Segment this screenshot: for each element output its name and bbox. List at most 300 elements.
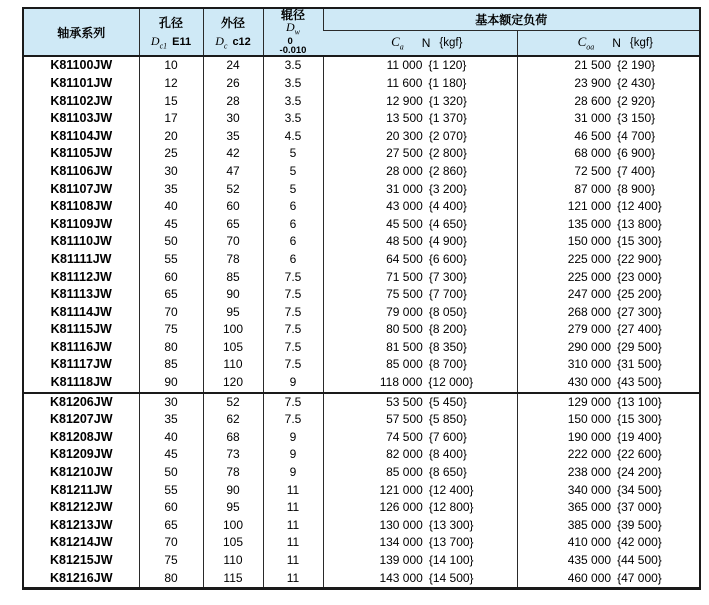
bearing-series-cell: K81103JW [50,111,113,126]
coa-load-cell [517,110,700,128]
ca-newton-value: 82 000 [386,447,423,462]
roller-diameter-cell: 7.5 [263,356,323,374]
bore-diameter-cell: 55 [139,482,203,500]
coa-load-cell [517,93,700,111]
bearing-series-cell: K81206JW [23,393,139,412]
bore-diameter-cell: 10 [139,56,203,75]
ca-kgf-value: {2 800} [428,146,467,161]
coa-kgf-value: {15 300} [617,234,662,249]
bore-symbol: $D_{c1}$ E11 [150,34,192,51]
bearing-series-cell: K81116JW [50,339,112,354]
ca-kgf-value: {8 350} [428,339,467,354]
outer-diameter-cell: 73 [203,446,263,464]
outer-diameter-cell: 100 [203,517,263,535]
bearing-series-cell: K81101JW [50,75,113,90]
coa-load-cell [517,321,700,339]
bore-diameter-cell: 50 [139,464,203,482]
ca-load-cell [323,286,517,304]
bearing-series-cell: K81216JW [49,570,113,585]
table-row [23,570,700,589]
coa-load-cell [517,75,700,93]
coa-load-cell [517,216,700,234]
bearing-series-cell: K81212JW [49,500,113,515]
coa-load-cell [517,429,700,447]
coa-unit-n: N [612,36,621,51]
outer-diameter-cell: 42 [203,145,263,163]
ca-kgf-value: {3 200} [428,181,467,196]
ca-load-cell [323,411,517,429]
ca-newton-value: 81 500 [386,339,423,354]
coa-kgf-value: {42 000} [617,535,662,550]
roller-diameter-cell: 7.5 [263,286,323,304]
roller-diameter-cell: 6 [263,233,323,251]
outer-diameter-cell: 90 [203,286,263,304]
ca-kgf-value: {8 650} [428,465,467,480]
table-row [23,411,700,429]
table-row [23,56,700,75]
outer-diameter-cell: 115 [203,570,263,589]
bearing-series-cell: K81110JW [50,234,112,249]
coa-newton-value: 385 000 [567,517,612,532]
bore-diameter-cell: 55 [139,251,203,269]
ca-load-cell [323,517,517,535]
coa-load-cell [517,464,700,482]
coa-kgf-value: {2 430} [617,75,656,90]
coa-symbol: $C_{oa}$ [577,34,595,52]
bore-diameter-cell: 80 [139,570,203,589]
table-row [23,304,700,322]
roller-diameter-cell: 9 [263,446,323,464]
roller-diameter-cell: 11 [263,517,323,535]
coa-kgf-value: {13 100} [617,394,662,409]
coa-newton-value: 129 000 [567,394,612,409]
coa-newton-value: 121 000 [567,199,612,214]
ca-kgf-value: {12 400} [428,482,474,497]
coa-newton-value: 72 500 [574,163,612,178]
table-row [23,534,700,552]
coa-newton-value: 460 000 [567,570,612,585]
coa-unit-kgf: {kgf} [629,37,653,50]
outer-diameter-cell: 24 [203,56,263,75]
ca-load-cell [323,570,517,589]
bearing-series-cell: K81108JW [50,199,113,214]
outer-diameter-cell: 62 [203,411,263,429]
ca-newton-value: 79 000 [386,304,423,319]
bore-diameter-cell: 75 [139,552,203,570]
coa-newton-value: 435 000 [567,553,612,568]
bore-diameter-cell: 40 [139,429,203,447]
ca-kgf-value: {7 300} [428,269,467,284]
table-row [23,552,700,570]
bearing-series-cell: K81213JW [49,517,113,532]
coa-kgf-value: {12 400} [617,199,662,214]
ca-newton-value: 11 000 [386,58,423,73]
ca-load-cell [323,499,517,517]
bore-diameter-cell: 70 [139,534,203,552]
coa-load-cell [517,446,700,464]
coa-load-cell [517,145,700,163]
coa-kgf-value: {23 000} [617,269,662,284]
ca-kgf-value: {8 200} [428,322,467,337]
bearing-series-label: 轴承系列 [57,25,106,40]
bore-diameter-cell: 30 [139,393,203,412]
bearing-series-cell: K81109JW [50,216,113,231]
table-row [23,251,700,269]
ca-load-cell [323,75,517,93]
outer-symbol: $D_c$ c12 [215,34,251,51]
tolerance-lower: -0.010 [279,45,307,57]
bearing-series-cell: K81211JW [50,482,113,497]
table-row [23,145,700,163]
table-row [23,356,700,374]
roller-diameter-cell: 5 [263,145,323,163]
coa-kgf-value: {39 500} [617,517,662,532]
coa-kgf-value: {8 900} [617,181,656,196]
bore-diameter-cell: 30 [139,163,203,181]
roller-diameter-cell: 3.5 [263,93,323,111]
ca-load-cell [323,339,517,357]
coa-load-cell [517,482,700,500]
outer-diameter-cell: 120 [203,374,263,393]
outer-diameter-cell: 105 [203,534,263,552]
ca-symbol: $C_a$ [391,34,404,52]
coa-load-cell [517,181,700,199]
ca-newton-value: 121 000 [379,482,423,497]
bore-diameter-cell: 70 [139,304,203,322]
coa-kgf-value: {3 150} [617,111,656,126]
roller-diameter-cell: 11 [263,552,323,570]
roller-diameter-cell: 9 [263,429,323,447]
ca-kgf-value: {4 650} [428,216,467,231]
header-bore-diameter [139,8,203,56]
bearing-series-cell: K81115JW [50,322,112,337]
bearing-series-cell: K81210JW [49,465,113,480]
ca-unit-kgf: {kgf} [439,37,463,50]
bearing-series-cell: K81214JW [49,535,113,550]
coa-newton-value: 430 000 [567,375,612,390]
ca-newton-value: 85 000 [386,465,423,480]
coa-load-cell [517,517,700,535]
coa-load-cell [517,552,700,570]
ca-kgf-value: {12 800} [428,500,474,515]
table-row [23,499,700,517]
coa-newton-value: 87 000 [574,181,612,196]
roller-tolerance [280,37,307,55]
ca-kgf-value: {1 320} [428,93,467,108]
coa-kgf-value: {6 900} [617,146,656,161]
outer-diameter-cell: 95 [203,499,263,517]
bearing-series-cell: K81102JW [50,93,113,108]
coa-load-cell [517,128,700,146]
coa-load-cell [517,393,700,412]
table-row [23,269,700,287]
coa-load-cell [517,56,700,75]
table-row [23,93,700,111]
ca-newton-value: 134 000 [379,535,423,550]
roller-diameter-cell: 4.5 [263,128,323,146]
outer-diameter-cell: 95 [203,304,263,322]
roller-diameter-cell: 5 [263,163,323,181]
coa-load-cell [517,374,700,393]
coa-newton-value: 290 000 [567,339,612,354]
ca-load-cell [323,446,517,464]
ca-kgf-value: {8 050} [428,304,467,319]
coa-kgf-value: {25 200} [617,287,662,302]
bore-diameter-cell: 50 [139,233,203,251]
outer-diameter-cell: 47 [203,163,263,181]
bore-diameter-cell: 17 [139,110,203,128]
coa-newton-value: 21 500 [574,58,612,73]
table-row [23,339,700,357]
ca-load-cell [323,128,517,146]
coa-load-cell [517,304,700,322]
coa-load-cell [517,570,700,589]
ca-kgf-value: {8 400} [428,447,467,462]
ca-kgf-value: {1 120} [428,58,467,73]
ca-load-cell [323,552,517,570]
table-row [23,110,700,128]
bore-diameter-cell: 85 [139,356,203,374]
ca-load-cell [323,304,517,322]
ca-newton-value: 118 000 [379,375,423,390]
ca-newton-value: 85 000 [386,357,423,372]
coa-kgf-value: {2 190} [617,58,656,73]
bearing-series-cell: K81114JW [50,304,112,319]
roller-diameter-cell: 7.5 [263,411,323,429]
table-row [23,464,700,482]
coa-load-cell [517,251,700,269]
header-bearing-series [23,8,139,56]
bore-diameter-cell: 12 [139,75,203,93]
roller-diameter-cell: 9 [263,464,323,482]
ca-kgf-value: {8 700} [428,357,467,372]
ca-newton-value: 57 500 [386,412,423,427]
roller-diameter-cell: 3.5 [263,110,323,128]
table-row [23,446,700,464]
bearing-series-cell: K81215JW [49,553,113,568]
coa-kgf-value: {27 400} [617,322,662,337]
ca-newton-value: 31 000 [386,181,423,196]
coa-newton-value: 247 000 [567,287,612,302]
table-body-series-812 [23,393,700,589]
bore-diameter-cell: 60 [139,269,203,287]
bore-diameter-cell: 75 [139,321,203,339]
outer-diameter-cell: 52 [203,393,263,412]
ca-kgf-value: {2 070} [428,128,467,143]
table-row [23,393,700,412]
bore-title: 孔径 [158,16,183,30]
table-row [23,286,700,304]
ca-kgf-value: {13 300} [428,517,474,532]
roller-diameter-cell: 5 [263,181,323,199]
outer-diameter-cell: 78 [203,251,263,269]
roller-diameter-cell: 7.5 [263,339,323,357]
tolerance-upper: 0 [287,36,293,48]
roller-diameter-cell: 9 [263,374,323,393]
coa-newton-value: 68 000 [574,146,612,161]
ca-newton-value: 64 500 [386,251,423,266]
table-row [23,482,700,500]
ca-newton-value: 27 500 [386,146,423,161]
ca-newton-value: 139 000 [379,553,423,568]
roller-title: 辊径 [280,8,305,22]
coa-load-cell [517,233,700,251]
ca-load-cell [323,393,517,412]
coa-newton-value: 225 000 [567,251,612,266]
bearing-series-cell: K81107JW [50,181,113,196]
ca-kgf-value: {5 850} [428,412,467,427]
coa-load-cell [517,286,700,304]
ca-newton-value: 20 300 [386,128,423,143]
ca-load-cell [323,145,517,163]
roller-diameter-cell: 6 [263,251,323,269]
coa-kgf-value: {19 400} [617,429,662,444]
ca-load-cell [323,534,517,552]
roller-diameter-cell: 7.5 [263,321,323,339]
outer-diameter-cell: 35 [203,128,263,146]
coa-newton-value: 31 000 [574,111,612,126]
ca-load-cell [323,251,517,269]
ca-load-cell [323,429,517,447]
ca-newton-value: 28 000 [386,163,423,178]
coa-kgf-value: {34 500} [617,482,662,497]
ca-newton-value: 12 900 [386,93,423,108]
ca-kgf-value: {14 100} [428,553,474,568]
ca-load-cell [323,110,517,128]
coa-kgf-value: {24 200} [617,465,662,480]
ca-kgf-value: {12 000} [428,375,474,390]
bearing-series-cell: K81208JW [49,429,113,444]
coa-load-cell [517,499,700,517]
ca-newton-value: 126 000 [379,500,423,515]
bore-diameter-cell: 65 [139,517,203,535]
outer-diameter-cell: 105 [203,339,263,357]
ca-kgf-value: {4 400} [428,199,467,214]
bearing-series-cell: K81104JW [50,128,113,143]
outer-diameter-cell: 110 [203,552,263,570]
coa-load-cell [517,269,700,287]
bore-diameter-cell: 40 [139,198,203,216]
bearing-series-cell: K81106JW [50,163,113,178]
ca-newton-value: 11 600 [386,75,423,90]
ca-load-cell [323,374,517,393]
bore-diameter-cell: 35 [139,411,203,429]
ca-load-cell [323,163,517,181]
coa-kgf-value: {13 800} [617,216,662,231]
bore-diameter-cell: 80 [139,339,203,357]
header-basic-load-rating: 基本额定负荷 [323,8,700,30]
bearing-series-cell: K81105JW [50,146,113,161]
bearing-spec-table [22,7,701,590]
header-dynamic-load [323,30,517,56]
bore-diameter-cell: 90 [139,374,203,393]
coa-kgf-value: {4 700} [617,128,656,143]
table-row [23,429,700,447]
coa-kgf-value: {7 400} [617,163,656,178]
coa-newton-value: 28 600 [574,93,612,108]
coa-kgf-value: {2 920} [617,93,656,108]
roller-diameter-cell: 3.5 [263,56,323,75]
ca-kgf-value: {7 700} [428,287,467,302]
outer-diameter-cell: 78 [203,464,263,482]
bearing-series-cell: K81112JW [50,269,112,284]
coa-newton-value: 23 900 [574,75,612,90]
ca-newton-value: 80 500 [386,322,423,337]
coa-newton-value: 222 000 [567,447,612,462]
coa-load-cell [517,356,700,374]
ca-load-cell [323,356,517,374]
table-row [23,198,700,216]
coa-kgf-value: {27 300} [617,304,662,319]
table-row [23,233,700,251]
coa-newton-value: 135 000 [567,216,612,231]
outer-title: 外径 [220,16,245,30]
roller-diameter-cell: 7.5 [263,393,323,412]
roller-diameter-cell: 11 [263,570,323,589]
outer-diameter-cell: 85 [203,269,263,287]
ca-load-cell [323,321,517,339]
coa-load-cell [517,339,700,357]
ca-newton-value: 71 500 [386,269,423,284]
header-roller-diameter [263,8,323,56]
ca-load-cell [323,56,517,75]
coa-kgf-value: {47 000} [617,570,662,585]
ca-unit-n: N [421,36,431,51]
coa-newton-value: 225 000 [567,269,612,284]
table-row [23,321,700,339]
roller-diameter-cell: 6 [263,198,323,216]
coa-newton-value: 310 000 [567,357,612,372]
ca-kgf-value: {6 600} [428,251,467,266]
coa-load-cell [517,411,700,429]
ca-load-cell [323,482,517,500]
outer-diameter-cell: 30 [203,110,263,128]
bore-fit: E11 [172,36,192,48]
coa-newton-value: 190 000 [567,429,612,444]
ca-newton-value: 43 000 [386,199,423,214]
bearing-series-cell: K81118JW [50,375,112,390]
ca-kgf-value: {13 700} [428,535,474,550]
ca-load-cell [323,93,517,111]
coa-kgf-value: {44 500} [617,553,662,568]
coa-kgf-value: {22 900} [617,251,662,266]
table-row [23,517,700,535]
bore-diameter-cell: 45 [139,446,203,464]
coa-load-cell [517,534,700,552]
ca-newton-value: 13 500 [386,111,423,126]
bore-diameter-cell: 15 [139,93,203,111]
roller-diameter-cell: 6 [263,216,323,234]
outer-diameter-cell: 110 [203,356,263,374]
ca-load-cell [323,269,517,287]
bore-diameter-cell: 20 [139,128,203,146]
bore-diameter-cell: 45 [139,216,203,234]
ca-kgf-value: {14 500} [428,570,474,585]
outer-diameter-cell: 26 [203,75,263,93]
ca-kgf-value: {7 600} [428,429,467,444]
table-row [23,374,700,393]
coa-kgf-value: {22 600} [617,447,662,462]
coa-newton-value: 238 000 [567,465,612,480]
roller-diameter-cell: 7.5 [263,269,323,287]
ca-load-cell [323,464,517,482]
outer-diameter-cell: 68 [203,429,263,447]
ca-load-cell [323,181,517,199]
table-row [23,216,700,234]
roller-diameter-cell: 11 [263,482,323,500]
coa-kgf-value: {15 300} [617,412,662,427]
outer-diameter-cell: 52 [203,181,263,199]
